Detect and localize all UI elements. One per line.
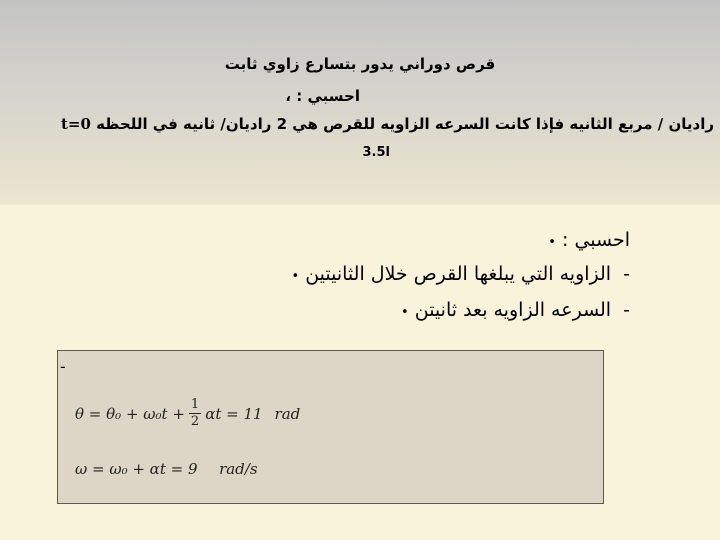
- bullet-intro: [240, 228, 630, 255]
- fraction-denominator: 2: [190, 414, 200, 429]
- velocity-equation-lhs: ω = ω₀ + αt = 9: [75, 460, 198, 478]
- bullet-intro-text: احسبي :: [562, 229, 630, 251]
- bullet-item-angle-text: الزاويه التي يبلغها القرص خلال الثانيتين: [305, 263, 612, 285]
- answer-dash: -: [60, 357, 66, 376]
- velocity-equation: [75, 460, 258, 478]
- given-t0: t=0: [61, 115, 91, 133]
- bullet-item-velocity-text: السرعه الزاويه بعد ثانيتن: [414, 299, 612, 321]
- acceleration-value: 3.5ا: [362, 145, 390, 160]
- bullet-dot: •: [291, 269, 300, 284]
- bullet-item-velocity: [340, 298, 630, 325]
- angle-equation: [75, 397, 300, 430]
- bullet-dot: •: [401, 305, 409, 320]
- problem-title: قرص دوراني يدور بتسارع زاوي ثابت: [224, 55, 496, 73]
- header-band: [0, 0, 720, 205]
- item-dash: -: [623, 299, 630, 321]
- angle-equation-lhs: θ = θ₀ + ω₀t +: [75, 404, 185, 423]
- fraction-numerator: 1: [190, 397, 200, 412]
- angle-unit: rad: [274, 404, 301, 423]
- given-text: راديان / مربع الثانيه فإذا كانت السرعه الزاويه للقرص هي 2 راديان/ ثانيه في اللحظه: [96, 115, 714, 133]
- bullet-dot: •: [548, 235, 556, 250]
- angle-equation-rhs: αt = 11: [205, 404, 263, 423]
- velocity-unit: rad/s: [219, 460, 258, 478]
- given-statement: [14, 115, 714, 133]
- ask-label: احسبي : ،: [285, 87, 360, 105]
- bullet-item-angle: [210, 262, 630, 289]
- fraction-half: [189, 397, 201, 430]
- item-dash: -: [623, 263, 630, 285]
